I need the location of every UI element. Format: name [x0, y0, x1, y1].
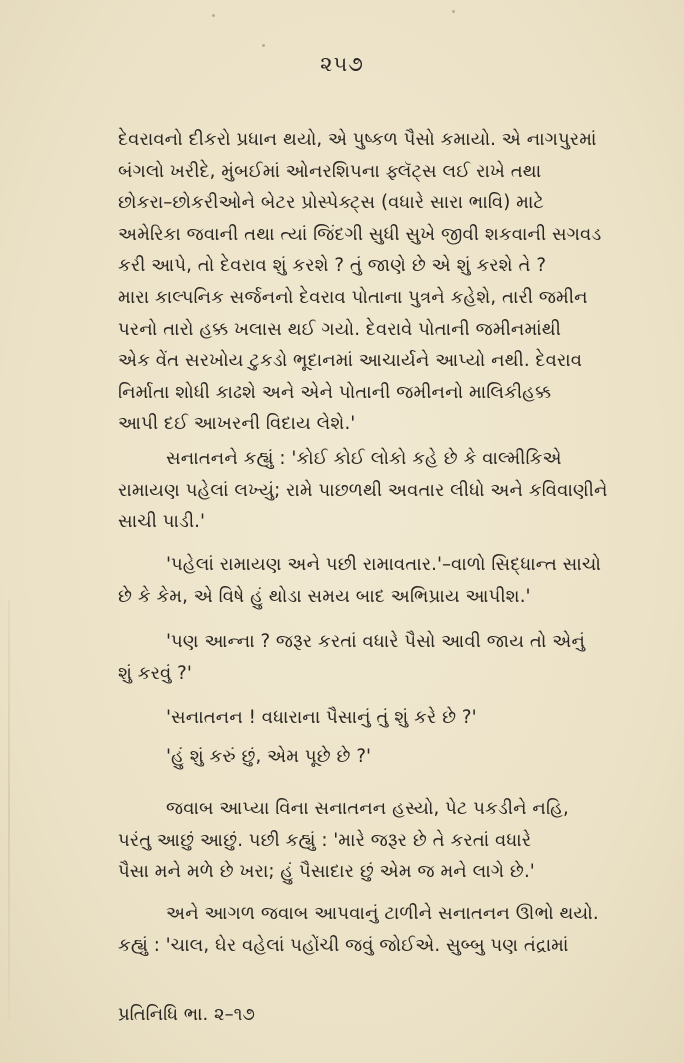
- page-number: ૨૫૭: [320, 52, 364, 76]
- text-line: પરંતુ આછું આછું. પછી કહ્યું : 'મારે જરૂર છે તે કરતાં વધારે: [118, 829, 532, 851]
- text-line: બંગલો ખરીદે, મુંબઈમાં ઓનરશિપના ફ્લૅટ્સ લઈ રાખે તથા: [118, 160, 542, 182]
- margin-mark: [8, 600, 10, 1020]
- paragraph-text: [118, 702, 654, 734]
- paragraph-text: [118, 793, 654, 888]
- text-line: જવાબ આપ્યા વિના સનાતનન હસ્યો, પેટ પકડીને નહિ,: [166, 798, 569, 819]
- text-line: દેવરાવનો દીકરો પ્રધાન થયો, એ પુષ્કળ પૈસો કમાયો. એ નાગપુરમાં: [118, 129, 597, 150]
- paragraph-text: [118, 898, 654, 961]
- text-line: આપી દઈ આખરની વિદાય લેશે.': [118, 413, 356, 435]
- text-line: 'પણ આન્ના ? જરૂર કરતાં વધારે પૈસો આવી જાય તો એનું: [166, 631, 585, 652]
- paragraph: [118, 898, 654, 961]
- text-line: રામાયણ પહેલાં લખ્યું; રામે પાછળથી અવતાર લીધો અને કવિવાણીને: [118, 479, 608, 501]
- paragraph-text: [118, 626, 654, 689]
- paragraph-text: [118, 741, 654, 773]
- paragraph: [118, 741, 654, 773]
- text-line: છોકરા–છોકરીઓને બેટર પ્રોસ્પેક્ટ્સ (વધારે સારા ભાવિ) માટે: [118, 192, 545, 214]
- text-line: 'હું શું કરું છું, એમ પૂછે છે ?': [166, 746, 372, 767]
- paper-speck: [452, 10, 455, 13]
- text-line: પરનો તારો હક્ક ખલાસ થઈ ગયો. દેવરાવે પોતાની જમીનમાંથી: [118, 318, 561, 340]
- text-line: નિર્માતા શોધી કાઢશે અને એને પોતાની જમીનનો માલિકીહક્ક: [118, 381, 552, 403]
- text-line: પૈસા મને મળે છે ખરા; હું પૈસાદાર છું એમ જ મને લાગે છે.': [118, 861, 535, 883]
- footer-signature: પ્રતિનિધિ ભા. ૨–૧૭: [118, 1004, 255, 1025]
- text-line: સાચી પાડી.': [118, 511, 205, 533]
- text-line: અને આગળ જવાબ આપવાનું ટાળીને સનાતનન ઊભો થયો.: [166, 903, 599, 924]
- paragraph: [118, 124, 654, 440]
- text-line: 'સનાતનન ! વધારાના પૈસાનું તું શું કરે છે ?': [166, 707, 477, 728]
- text-line: શું કરવું ?': [118, 662, 192, 684]
- paragraph: [118, 443, 654, 538]
- text-line: સનાતનને કહ્યું : 'કોઈ કોઈ લોકો કહે છે કે વાલ્મીકિએ: [166, 448, 562, 469]
- text-line: કહ્યું : 'ચાલ, ઘેર વહેલાં પહોંચી જવું જોઈએ. સુબ્બુ પણ તંદ્રામાં: [118, 934, 569, 956]
- text-line: છે કે કેમ, એ વિષે હું થોડા સમય બાદ અભિપ્રાય આપીશ.': [118, 585, 531, 607]
- text-line: કરી આપે, તો દેવરાવ શું કરશે ? તું જાણે છે એ શું કરશે તે ?: [118, 255, 546, 277]
- paper-speck: [212, 14, 215, 17]
- paragraph: [118, 702, 654, 734]
- paragraph-text: [118, 443, 654, 538]
- text-line: એક વેંત સરખોય ટુકડો ભૂદાનમાં આચાર્યને આપ્યો નથી. દેવરાવ: [118, 350, 583, 372]
- text-line: અમેરિકા જવાની તથા ત્યાં જિંદગી સુધી સુખે જીવી શકવાની સગવડ: [118, 223, 602, 245]
- paragraph-text: [118, 549, 654, 612]
- text-line: 'પહેલાં રામાયણ અને પછી રામાવતાર.'–વાળો સિદ્ધાન્ત સાચો: [166, 554, 601, 575]
- paragraph: [118, 549, 654, 612]
- paragraph: [118, 793, 654, 888]
- paragraph-text: [118, 124, 654, 440]
- paper-speck: [262, 44, 265, 47]
- paragraph: [118, 626, 654, 689]
- text-line: મારા કાલ્પનિક સર્જનનો દેવરાવ પોતાના પુત્રને કહેશે, તારી જમીન: [118, 286, 588, 308]
